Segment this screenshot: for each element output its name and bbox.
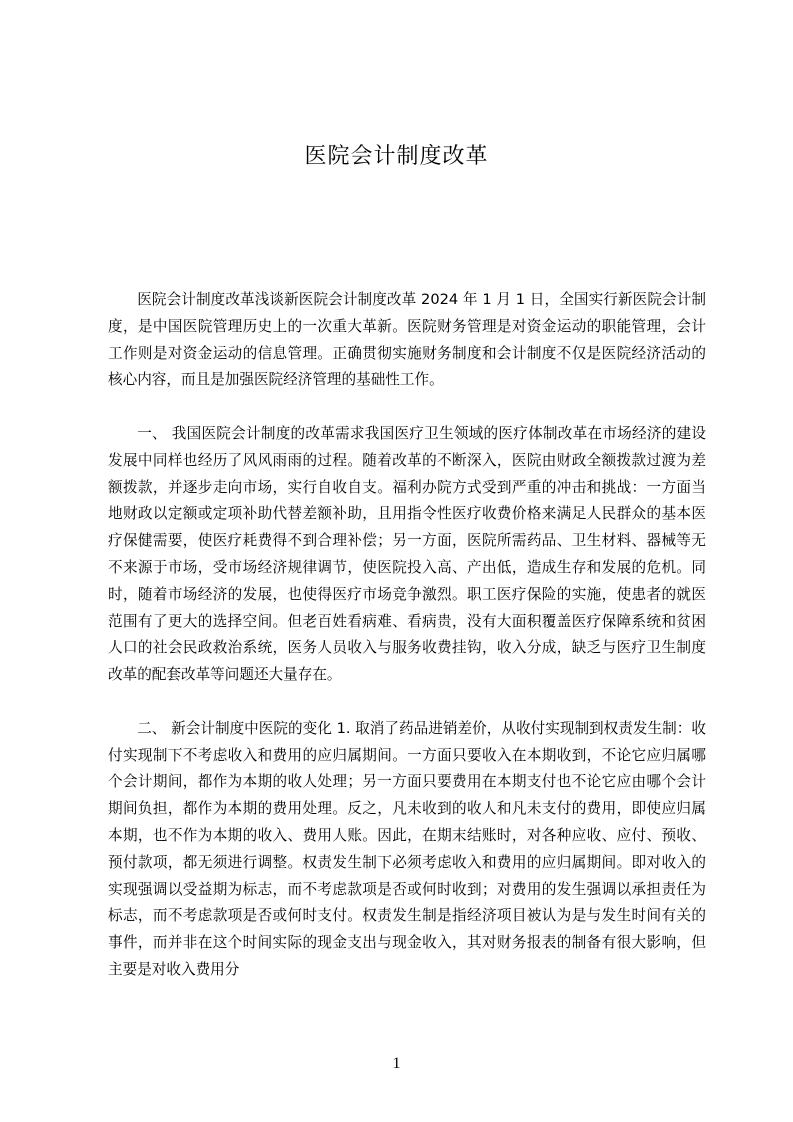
paragraph-section-2: 二、 新会计制度中医院的变化 1. 取消了药品进销差价，从收付实现制到权责发生制：收付实现制下不考虑收入和费用的应归属期间。一方面只要收入在本期收到，不论它应归属哪个会计期间，都作为本期的收人处理；另一方面只要费用在本期支付也不论它应由哪个会计期间负担，都作为本期的费用处理。反之，凡未收到的收人和凡未支付的费用，即使应归属本期，也不作为本期的收入、费用人账。因此，在期末结账时，对各种应收、应付、预收、预付款项，都无须进行调整。权责发生制下必须考虑收入和费用的应归属期间。即对收入的实现强调以受益期为标志，而不考虑款项是否或何时收到；对费用的发生强调以承担责任为标志，而不考虑款项是否或何时支付。权责发生制是指经济项目被认为是与发生时间有关的事件，而并非在这个时间实际的现金支出与现金收入，其对财务报表的制备有很大影响，但主要是对收入费用分 xyxy=(108,719,706,978)
document-title: 医院会计制度改革 xyxy=(304,144,489,169)
paragraph-intro: 医院会计制度改革浅谈新医院会计制度改革 2024 年 1 月 1 日，全国实行新医院会计制度，是中国医院管理历史上的一次重大革新。医院财务管理是对资金运动的职能管理，会计工作则是对资金运动的信息管理。正确贯彻实施财务制度和会计制度不仅是医院经济活动的核心内容，而且是加强医院经济管理的基础性工作。 xyxy=(108,291,706,389)
page-number: 1 xyxy=(392,1055,401,1072)
paragraph-section-1: 一、 我国医院会计制度的改革需求我国医疗卫生领域的医疗体制改革在市场经济的建设发展中同样也经历了风风雨雨的过程。随着改革的不断深入，医院由财政全额拨款过渡为差额拨款，并逐步走向市场，实行自收自支。福利办院方式受到严重的冲击和挑战：一方面当地财政以定额或定项补助代替差额补助，且用指令性医疗收费价格来满足人民群众的基本医疗保健需要，使医疗耗费得不到合理补偿；另一方面，医院所需药品、卫生材料、器械等无不来源于市场，受市场经济规律调节，使医院投入高、产出低，造成生存和发展的危机。同时，随着市场经济的发展，也使得医疗市场竞争激烈。职工医疗保险的实施，使患者的就医范围有了更大的选择空间。但老百姓看病难、看病贵，没有大面积覆盖医疗保障系统和贫困人口的社会民政救治系统，医务人员收入与服务收费挂钩，收入分成，缺乏与医疗卫生制度改革的配套改革等问题还大量存在。 xyxy=(108,424,706,684)
document-body xyxy=(108,287,706,984)
